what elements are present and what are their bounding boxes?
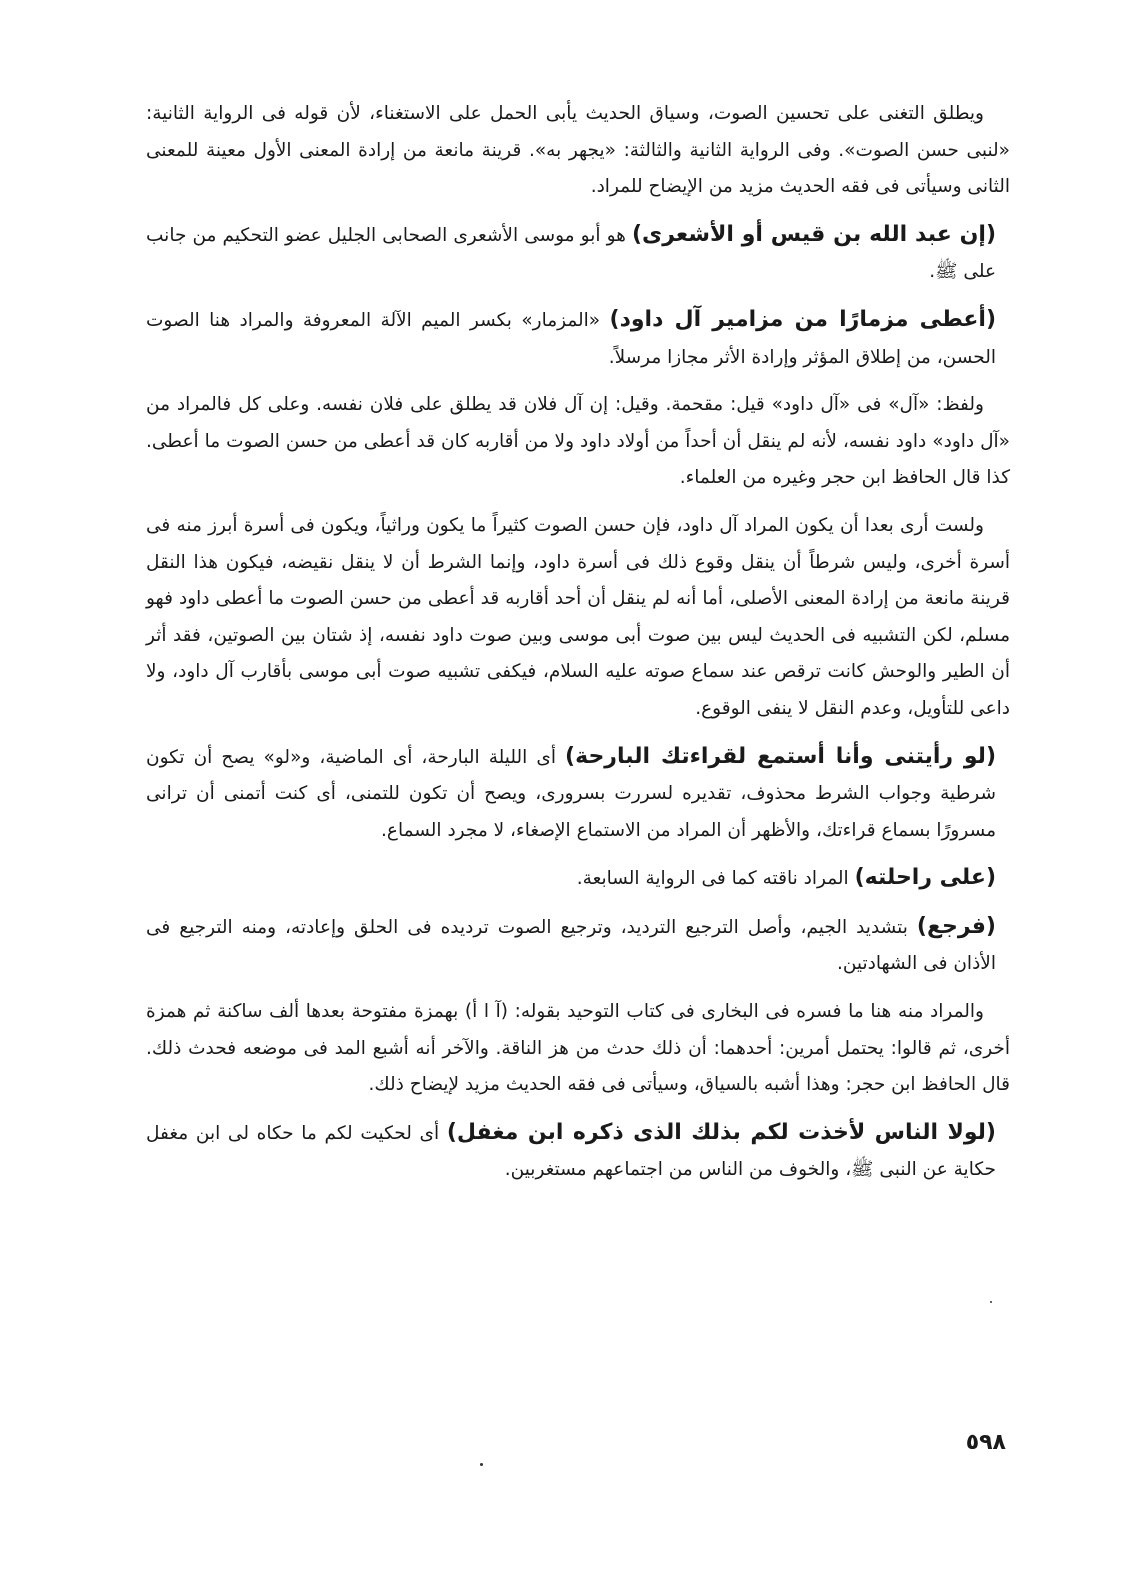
scan-speck (480, 1463, 483, 1466)
paragraph-abdullah-bin-qais (146, 217, 1010, 291)
paragraph-aal-dawud (146, 387, 1010, 497)
paragraph-rahilatihi (146, 860, 1010, 898)
commentary-text (146, 96, 1010, 1200)
paragraph-text: ولست أرى بعدا أن يكون المراد آل داود، فإن حسن الصوت كثيراً ما يكون وراثياً، ويكون فى أسرة أبرز منه فى أسرة أخرى، وليس شرطاً أن ينقل وقوع ذلك فى أسرة داود، وإنما الشرط أن لا ينقل نقيضه، فيكون هذا النقل قرينة مانعة من إرادة المعنى الأصلى، أما أنه لم ينقل أن أحد أقاربه قد أعطى من حسن الصوت ما أعطى داود فهو مسلم، لكن التشبيه فى الحديث ليس بين صوت أبى موسى وبين صوت داود نفسه، إذ شتان بين الصوتين، فقد أثر أن الطير والوحش كانت ترقص عند سماع صوته عليه السلام، فيكفى تشبيه صوت أبى موسى بأقارب آل داود، ولا داعى للتأويل، وعدم النقل لا ينفى الوقوع. (146, 514, 1010, 719)
paragraph-text: ولفظ: «آل» فى «آل داود» قيل: مقحمة. وقيل: إن آل فلان قد يطلق على فلان نفسه. وعلى كل فالمراد من «آل داود» داود نفسه، لأنه لم ينقل أن أحداً من أولاد داود ولا من أقاربه كان قد أعطى من حسن الصوت ما أعطى. كذا قال الحافظ ابن حجر وغيره من العلماء. (146, 394, 1010, 489)
bold-term: (لو رأيتنى وأنا أستمع لقراءتك البارحة) (565, 743, 996, 769)
bold-term: (فرجع) (916, 913, 996, 939)
bold-term: (أعطى مزمارًا من مزامير آل داود) (609, 306, 996, 332)
scan-speck (990, 1301, 992, 1303)
paragraph-singing-meaning (146, 96, 1010, 206)
paragraph-law-raaytani (146, 739, 1010, 850)
paragraph-text: أى الليلة البارحة، أى الماضية، و«لو» يصح أن تكون شرطية وجواب الشرط محذوف، تقديره لسررت بسرورى، ويصح أن تكون للتمنى، أى كنت أتمنى أن ترانى مسرورًا بسماع قراءتك، والأظهر أن المراد من الاستماع الإصغاء، لا مجرد السماع. (146, 746, 996, 841)
paragraph-mizmar (146, 302, 1010, 376)
bold-term: (لولا الناس لأخذت لكم بذلك الذى ذكره ابن مغفل) (446, 1119, 996, 1145)
paragraph-text: هو أبو موسى الأشعرى الصحابى الجليل عضو التحكيم من جانب على ﷺ. (146, 224, 996, 283)
paragraph-text: المراد ناقته كما فى الرواية السابعة. (576, 868, 849, 890)
page-number: ٥٩٨ (965, 1430, 1006, 1455)
paragraph-text: أى لحكيت لكم ما حكاه لى ابن مغفل حكاية عن النبى ﷺ، والخوف من الناس من اجتماعهم مستغربين. (146, 1122, 996, 1181)
bold-term: (إن عبد الله بن قيس أو الأشعرى) (632, 221, 997, 247)
paragraph-lawla-alnas (146, 1115, 1010, 1189)
paragraph-text: «المزمار» بكسر الميم الآلة المعروفة والمراد هنا الصوت الحسن، من إطلاق المؤثر وإرادة الأثر مجازا مرسلاً. (146, 309, 996, 368)
paragraph-text: ويطلق التغنى على تحسين الصوت، وسياق الحديث يأبى الحمل على الاستغناء، لأن قوله فى الرواية الثانية: «لنبى حسن الصوت». وفى الرواية الثانية والثالثة: «يجهر به». قرينة مانعة من إرادة المعنى الأول معينة للمعنى الثانى وسيأتى فى فقه الحديث مزيد من الإيضاح للمراد. (146, 103, 1010, 198)
paragraph-text: والمراد منه هنا ما فسره فى البخارى فى كتاب التوحيد بقوله: (آ ا أ) بهمزة مفتوحة بعدها ألف ساكنة ثم همزة أخرى، ثم قالوا: يحتمل أمرين: أحدهما: أن ذلك حدث من هز الناقة. والآخر أنه أشبع المد فى موضعه فحدث ذلك. قال الحافظ ابن حجر: وهذا أشبه بالسياق، وسيأتى فى فقه الحديث مزيد لإيضاح ذلك. (146, 1001, 1010, 1096)
paragraph-farajja (146, 909, 1010, 983)
paragraph-author-view (146, 508, 1010, 728)
paragraph-text: بتشديد الجيم، وأصل الترجيع الترديد، وترجيع الصوت ترديده فى الحلق وإعادته، ومنه الترجيع فى الأذان فى الشهادتين. (146, 916, 996, 975)
paragraph-tarji-meaning (146, 994, 1010, 1104)
bold-term: (على راحلته) (854, 865, 996, 891)
